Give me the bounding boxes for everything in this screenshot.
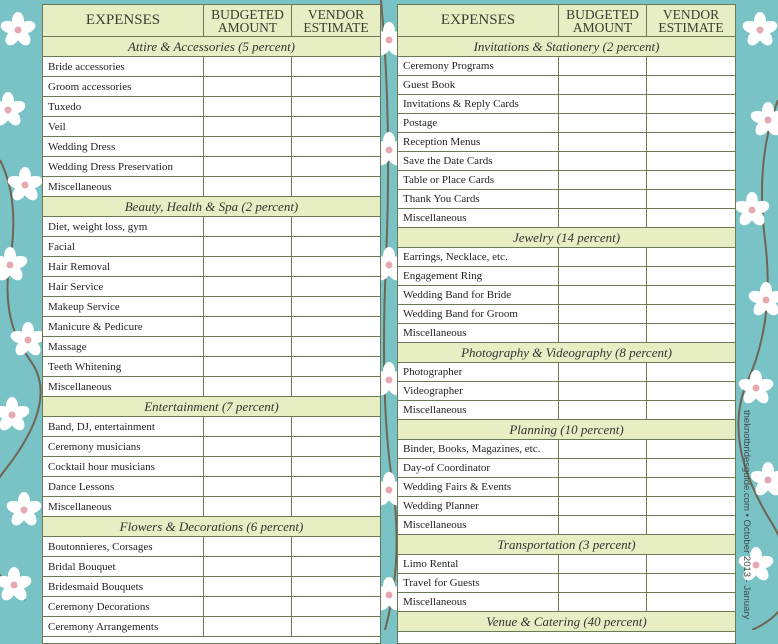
table-row xyxy=(398,57,735,76)
table-row xyxy=(398,95,735,114)
vendor-estimate-cell[interactable] xyxy=(646,305,735,323)
vendor-estimate-cell[interactable] xyxy=(291,317,380,336)
budgeted-amount-cell[interactable] xyxy=(558,324,646,342)
table-row xyxy=(398,152,735,171)
table-row xyxy=(398,133,735,152)
table-row xyxy=(43,417,380,437)
budgeted-amount-cell[interactable] xyxy=(558,516,646,534)
table-row xyxy=(398,76,735,95)
vendor-estimate-cell[interactable] xyxy=(291,237,380,256)
budgeted-amount-cell[interactable] xyxy=(203,457,291,476)
expense-item-label: Videographer xyxy=(403,385,463,397)
vendor-estimate-cell[interactable] xyxy=(291,477,380,496)
expense-item-label: Cocktail hour musicians xyxy=(48,460,155,473)
budgeted-amount-cell[interactable] xyxy=(203,277,291,296)
budgeted-amount-cell[interactable] xyxy=(203,577,291,596)
table-row xyxy=(43,297,380,317)
table-row xyxy=(43,277,380,297)
expense-item-label: Band, DJ, entertainment xyxy=(48,420,155,433)
expense-item-label: Table or Place Cards xyxy=(403,174,495,186)
vendor-estimate-cell[interactable] xyxy=(291,97,380,116)
section-header: Flowers & Decorations (6 percent) xyxy=(43,517,380,537)
vendor-estimate-cell[interactable] xyxy=(291,337,380,356)
section-header: Attire & Accessories (5 percent) xyxy=(43,37,380,57)
expense-item-label: Limo Rental xyxy=(403,558,459,570)
budgeted-amount-cell[interactable] xyxy=(203,357,291,376)
vendor-estimate-cell[interactable] xyxy=(646,382,735,400)
expense-item-label: Miscellaneous xyxy=(48,500,112,513)
budgeted-amount-cell[interactable] xyxy=(558,190,646,208)
expense-item-label: Bride accessories xyxy=(48,60,125,73)
budgeted-amount-cell[interactable] xyxy=(558,459,646,477)
vendor-estimate-cell[interactable] xyxy=(646,286,735,304)
budgeted-amount-cell[interactable] xyxy=(203,157,291,176)
budgeted-amount-cell[interactable] xyxy=(203,377,291,396)
table-row xyxy=(43,77,380,97)
vendor-estimate-cell[interactable] xyxy=(646,516,735,534)
expense-item-label: Ceremony Decorations xyxy=(48,600,150,613)
vendor-estimate-cell[interactable] xyxy=(291,417,380,436)
budgeted-amount-cell[interactable] xyxy=(203,337,291,356)
table-row xyxy=(43,337,380,357)
vendor-estimate-cell[interactable] xyxy=(291,77,380,96)
table-row xyxy=(43,437,380,457)
vendor-estimate-cell[interactable] xyxy=(291,377,380,396)
table-row xyxy=(398,401,735,420)
section-header: Photography & Videography (8 percent) xyxy=(398,343,735,363)
expense-item-label: Reception Menus xyxy=(403,136,481,148)
section-header: Planning (10 percent) xyxy=(398,420,735,440)
section-header: Entertainment (7 percent) xyxy=(43,397,380,417)
expense-item-label: Wedding Band for Groom xyxy=(403,308,518,320)
budgeted-amount-cell[interactable] xyxy=(558,171,646,189)
vendor-estimate-cell[interactable] xyxy=(646,267,735,285)
budgeted-amount-cell[interactable] xyxy=(203,97,291,116)
expense-item-label: Miscellaneous xyxy=(403,404,467,416)
budgeted-amount-column-header: BUDGETED AMOUNT xyxy=(203,5,291,36)
table-row xyxy=(398,555,735,574)
side-credit-text: theknotbridesguide.com • October 2013 - January xyxy=(741,410,752,620)
budgeted-amount-cell[interactable] xyxy=(558,114,646,132)
budgeted-amount-cell[interactable] xyxy=(558,478,646,496)
expense-item-label: Engagement Ring xyxy=(403,270,483,282)
vendor-estimate-cell[interactable] xyxy=(291,297,380,316)
expense-item-label: Massage xyxy=(48,340,87,353)
budgeted-amount-cell[interactable] xyxy=(203,557,291,576)
expenses-table-right xyxy=(397,4,736,644)
vendor-estimate-cell[interactable] xyxy=(291,537,380,556)
expense-item-label: Manicure & Pedicure xyxy=(48,320,143,333)
vendor-estimate-cell[interactable] xyxy=(646,152,735,170)
expense-item-label: Groom accessories xyxy=(48,80,132,93)
vendor-estimate-column-header: VENDOR ESTIMATE xyxy=(291,5,380,36)
vendor-estimate-cell[interactable] xyxy=(646,209,735,227)
section-header: Transportation (3 percent) xyxy=(398,535,735,555)
expense-item-label: Hair Service xyxy=(48,280,104,293)
expense-item-label: Boutonnieres, Corsages xyxy=(48,540,153,553)
expense-item-label: Bridal Bouquet xyxy=(48,560,116,573)
expenses-column-header: EXPENSES xyxy=(85,12,161,28)
table-row xyxy=(398,324,735,343)
expense-item-label: Ceremony Programs xyxy=(403,60,494,72)
budgeted-amount-cell[interactable] xyxy=(203,177,291,196)
expense-item-label: Miscellaneous xyxy=(403,596,467,608)
vendor-estimate-cell[interactable] xyxy=(646,574,735,592)
budgeted-amount-cell[interactable] xyxy=(203,237,291,256)
table-row xyxy=(398,574,735,593)
table-row xyxy=(398,440,735,459)
budgeted-amount-cell[interactable] xyxy=(558,248,646,266)
budgeted-amount-cell[interactable] xyxy=(203,497,291,516)
table-row xyxy=(398,114,735,133)
budgeted-amount-cell[interactable] xyxy=(558,382,646,400)
table-row xyxy=(398,516,735,535)
budgeted-amount-cell[interactable] xyxy=(203,417,291,436)
section-header: Invitations & Stationery (2 percent) xyxy=(398,37,735,57)
section-header: Jewelry (14 percent) xyxy=(398,228,735,248)
expense-item-label: Miscellaneous xyxy=(403,327,467,339)
expense-item-label: Tuxedo xyxy=(48,100,82,113)
budgeted-amount-cell[interactable] xyxy=(203,57,291,76)
budgeted-amount-cell[interactable] xyxy=(203,257,291,276)
budgeted-amount-cell[interactable] xyxy=(558,95,646,113)
table-row xyxy=(43,157,380,177)
table-row xyxy=(398,248,735,267)
table-row xyxy=(43,537,380,557)
expense-item-label: Miscellaneous xyxy=(403,212,467,224)
vendor-estimate-cell[interactable] xyxy=(646,57,735,75)
expense-item-label: Ceremony Arrangements xyxy=(48,620,159,633)
expense-item-label: Postage xyxy=(403,117,438,129)
table-row xyxy=(398,593,735,612)
table-row xyxy=(43,357,380,377)
vendor-estimate-cell[interactable] xyxy=(291,157,380,176)
budgeted-amount-cell[interactable] xyxy=(203,537,291,556)
vendor-estimate-cell[interactable] xyxy=(291,257,380,276)
budgeted-amount-cell[interactable] xyxy=(203,217,291,236)
budgeted-amount-column-header: BUDGETED AMOUNT xyxy=(558,5,646,36)
vendor-estimate-cell[interactable] xyxy=(291,177,380,196)
budgeted-amount-cell[interactable] xyxy=(203,597,291,616)
budgeted-amount-cell[interactable] xyxy=(203,297,291,316)
vendor-estimate-cell[interactable] xyxy=(646,401,735,419)
vendor-estimate-cell[interactable] xyxy=(646,190,735,208)
left-table-body xyxy=(43,37,380,637)
expense-item-label: Miscellaneous xyxy=(48,380,112,393)
expense-item-label: Guest Book xyxy=(403,79,456,91)
vendor-estimate-cell[interactable] xyxy=(646,497,735,515)
table-row xyxy=(398,286,735,305)
budgeted-amount-cell[interactable] xyxy=(203,117,291,136)
expense-item-label: Veil xyxy=(48,120,66,133)
vendor-estimate-cell[interactable] xyxy=(291,597,380,616)
budgeted-amount-cell[interactable] xyxy=(558,286,646,304)
vendor-estimate-cell[interactable] xyxy=(291,117,380,136)
table-row xyxy=(398,305,735,324)
expense-item-label: Facial xyxy=(48,240,75,253)
table-row xyxy=(43,377,380,397)
expense-item-label: Wedding Dress xyxy=(48,140,116,153)
table-row xyxy=(43,257,380,277)
section-header: Venue & Catering (40 percent) xyxy=(398,612,735,632)
table-row xyxy=(398,459,735,478)
table-row xyxy=(43,237,380,257)
budgeted-amount-cell[interactable] xyxy=(558,440,646,458)
vendor-estimate-cell[interactable] xyxy=(646,133,735,151)
table-row xyxy=(43,457,380,477)
column-header xyxy=(398,5,735,37)
expense-item-label: Wedding Dress Preservation xyxy=(48,160,173,173)
vendor-estimate-cell[interactable] xyxy=(646,76,735,94)
budgeted-amount-cell[interactable] xyxy=(558,133,646,151)
budgeted-amount-cell[interactable] xyxy=(558,152,646,170)
budgeted-amount-cell[interactable] xyxy=(558,57,646,75)
expense-item-label: Save the Date Cards xyxy=(403,155,493,167)
table-row xyxy=(398,267,735,286)
budgeted-amount-cell[interactable] xyxy=(558,555,646,573)
expense-item-label: Bridesmaid Bouquets xyxy=(48,580,144,593)
table-row xyxy=(398,209,735,228)
vendor-estimate-cell[interactable] xyxy=(291,617,380,636)
budgeted-amount-cell[interactable] xyxy=(558,574,646,592)
table-row xyxy=(398,190,735,209)
vendor-estimate-cell[interactable] xyxy=(646,593,735,611)
table-row xyxy=(43,497,380,517)
vendor-estimate-cell[interactable] xyxy=(646,555,735,573)
table-row xyxy=(43,597,380,617)
expense-item-label: Wedding Band for Bride xyxy=(403,289,512,301)
expenses-column-header: EXPENSES xyxy=(440,12,516,28)
table-row xyxy=(43,57,380,77)
budgeted-amount-cell[interactable] xyxy=(203,77,291,96)
expense-item-label: Teeth Whitening xyxy=(48,360,122,373)
vendor-estimate-cell[interactable] xyxy=(646,114,735,132)
budgeted-amount-cell[interactable] xyxy=(203,137,291,156)
expense-item-label: Miscellaneous xyxy=(48,180,112,193)
table-row xyxy=(43,177,380,197)
vendor-estimate-cell[interactable] xyxy=(646,478,735,496)
vendor-estimate-cell[interactable] xyxy=(646,171,735,189)
expense-item-label: Earrings, Necklace, etc. xyxy=(403,251,508,263)
expense-item-label: Wedding Fairs & Events xyxy=(403,481,512,493)
budgeted-amount-cell[interactable] xyxy=(203,317,291,336)
vendor-estimate-cell[interactable] xyxy=(646,459,735,477)
table-row xyxy=(43,617,380,637)
budgeted-amount-cell[interactable] xyxy=(558,209,646,227)
column-header xyxy=(43,5,380,37)
vendor-estimate-cell[interactable] xyxy=(291,457,380,476)
expense-item-label: Miscellaneous xyxy=(403,519,467,531)
expense-item-label: Binder, Books, Magazines, etc. xyxy=(403,443,541,455)
table-row xyxy=(398,382,735,401)
expense-item-label: Wedding Planner xyxy=(403,500,479,512)
vendor-estimate-cell[interactable] xyxy=(291,137,380,156)
vendor-estimate-cell[interactable] xyxy=(646,440,735,458)
expense-item-label: Invitations & Reply Cards xyxy=(403,98,519,110)
expense-item-label: Dance Lessons xyxy=(48,480,115,493)
expense-item-label: Day-of Coordinator xyxy=(403,462,491,474)
vendor-estimate-cell[interactable] xyxy=(646,324,735,342)
vendor-estimate-cell[interactable] xyxy=(291,577,380,596)
vendor-estimate-cell[interactable] xyxy=(646,363,735,381)
right-table-body xyxy=(398,37,735,632)
vendor-estimate-cell[interactable] xyxy=(291,217,380,236)
expenses-table-left xyxy=(42,4,381,644)
budgeted-amount-cell[interactable] xyxy=(203,617,291,636)
vendor-estimate-cell[interactable] xyxy=(646,248,735,266)
expense-item-label: Thank You Cards xyxy=(403,193,480,205)
table-row xyxy=(398,497,735,516)
budgeted-amount-cell[interactable] xyxy=(558,401,646,419)
table-row xyxy=(398,171,735,190)
expense-item-label: Makeup Service xyxy=(48,300,120,313)
budgeted-amount-cell[interactable] xyxy=(558,497,646,515)
table-row xyxy=(43,577,380,597)
vendor-estimate-cell[interactable] xyxy=(646,95,735,113)
budgeted-amount-cell[interactable] xyxy=(558,76,646,94)
vendor-estimate-column-header: VENDOR ESTIMATE xyxy=(646,5,735,36)
table-row xyxy=(398,363,735,382)
table-row xyxy=(43,137,380,157)
expense-item-label: Hair Removal xyxy=(48,260,111,273)
table-row xyxy=(43,477,380,497)
table-row xyxy=(43,117,380,137)
table-row xyxy=(43,557,380,577)
expense-item-label: Photographer xyxy=(403,366,463,378)
vendor-estimate-cell[interactable] xyxy=(291,497,380,516)
vendor-estimate-cell[interactable] xyxy=(291,57,380,76)
expense-item-label: Ceremony musicians xyxy=(48,440,141,453)
table-row xyxy=(43,217,380,237)
expense-item-label: Travel for Guests xyxy=(403,577,480,589)
vendor-estimate-cell[interactable] xyxy=(291,357,380,376)
vendor-estimate-cell[interactable] xyxy=(291,277,380,296)
budgeted-amount-cell[interactable] xyxy=(558,305,646,323)
budgeted-amount-cell[interactable] xyxy=(203,477,291,496)
table-row xyxy=(43,97,380,117)
section-header: Beauty, Health & Spa (2 percent) xyxy=(43,197,380,217)
budgeted-amount-cell[interactable] xyxy=(558,363,646,381)
vendor-estimate-cell[interactable] xyxy=(291,437,380,456)
table-row xyxy=(43,317,380,337)
budgeted-amount-cell[interactable] xyxy=(558,593,646,611)
budgeted-amount-cell[interactable] xyxy=(558,267,646,285)
expense-item-label: Diet, weight loss, gym xyxy=(48,220,148,233)
table-row xyxy=(398,478,735,497)
vendor-estimate-cell[interactable] xyxy=(291,557,380,576)
budgeted-amount-cell[interactable] xyxy=(203,437,291,456)
